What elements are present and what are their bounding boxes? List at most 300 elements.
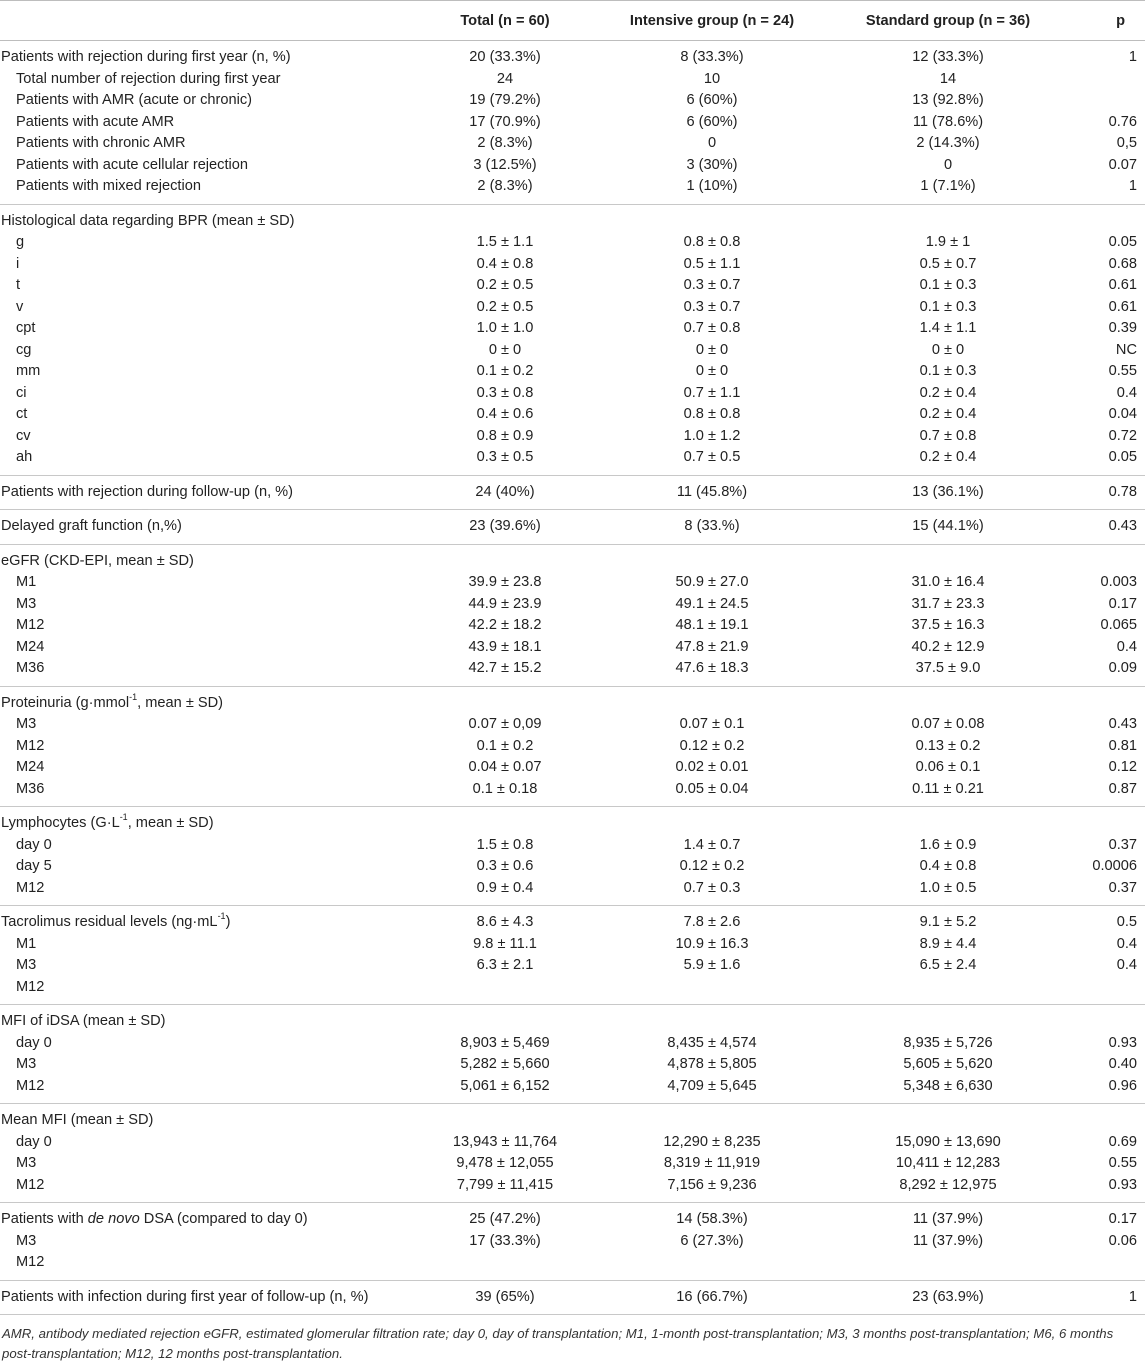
row-label	[0, 90, 402, 112]
row-label	[0, 878, 402, 906]
row-label-superscript: -1	[119, 812, 128, 823]
row-label	[0, 275, 402, 297]
row-label-text: M3	[16, 595, 37, 612]
p-value-cell: 0.93	[1108, 1176, 1137, 1193]
row-label	[0, 544, 402, 572]
standard-cell: 0.11 ± 0.21	[912, 780, 984, 797]
table-row	[0, 204, 1145, 232]
standard-cell: 1.6 ± 0.9	[919, 836, 977, 853]
total-cell: 17 (70.9%)	[469, 113, 541, 130]
table-row	[0, 133, 1145, 155]
header-total-column: Total (n = 60)	[402, 1, 608, 41]
row-label-superscript: -1	[217, 911, 226, 922]
p-value-cell: 0.78	[1080, 475, 1145, 510]
standard-cell: 14	[939, 70, 957, 87]
intensive-cell: 14 (58.3%)	[608, 1203, 816, 1231]
row-label	[0, 686, 402, 714]
row-label	[0, 906, 402, 934]
row-label-text: Mean MFI (mean ± SD)	[1, 1112, 154, 1128]
p-value-cell: 0.43	[1080, 510, 1145, 545]
total-cell: 2 (8.3%)	[477, 135, 533, 151]
p-value-cell: 0.37	[1108, 879, 1137, 896]
intensive-cell: 8 (33.3%)	[608, 41, 816, 69]
row-label	[0, 779, 402, 807]
p-value-cell	[1080, 807, 1145, 835]
header-standard-column: Standard group (n = 36)	[816, 1, 1080, 41]
standard-cell	[816, 1005, 1080, 1033]
table-row	[0, 69, 1145, 91]
row-label	[0, 155, 402, 177]
table-row	[0, 510, 1145, 545]
table-row	[0, 475, 1145, 510]
table-row	[0, 112, 1145, 134]
intensive-cell: 5.9 ± 1.6	[683, 957, 741, 973]
total-cell: 39.9 ± 23.8	[468, 574, 542, 590]
standard-cell: 11 (37.9%)	[816, 1203, 1080, 1231]
row-label	[0, 1203, 402, 1231]
row-label-text: Patients with rejection during follow-up (n, %)	[1, 483, 294, 500]
row-label	[0, 594, 402, 616]
intensive-cell: 50.9 ± 27.0	[675, 574, 749, 590]
table-row	[0, 1153, 1145, 1175]
table-row	[0, 835, 1145, 857]
row-label	[0, 757, 402, 779]
p-value-cell: 0.4	[1116, 957, 1137, 973]
row-label-text: M3	[16, 716, 37, 732]
total-cell: 0 ± 0	[488, 341, 522, 358]
p-value-cell: 0.61	[1108, 277, 1137, 293]
table-row	[0, 906, 1145, 934]
standard-cell	[816, 686, 1080, 714]
p-value-cell: 0.09	[1108, 660, 1137, 676]
row-label-text: M36	[16, 660, 45, 676]
p-value-cell: 0.87	[1108, 780, 1137, 797]
total-cell: 44.9 ± 23.9	[468, 595, 542, 612]
table-row	[0, 977, 1145, 1005]
row-label	[0, 615, 402, 637]
row-label-text: eGFR (CKD-EPI, mean ± SD)	[1, 552, 194, 569]
intensive-cell: 12,290 ± 8,235	[663, 1133, 761, 1150]
intensive-cell	[608, 977, 816, 1005]
intensive-cell: 10	[703, 70, 721, 87]
p-value-cell: 0.72	[1108, 427, 1137, 444]
p-value-cell: 0.05	[1108, 449, 1137, 465]
total-cell: 13,943 ± 11,764	[452, 1133, 558, 1150]
standard-cell: 5,605 ± 5,620	[903, 1056, 993, 1072]
standard-cell	[816, 204, 1080, 232]
standard-cell	[816, 1104, 1080, 1132]
total-cell: 3 (12.5%)	[473, 156, 537, 173]
intensive-cell: 47.8 ± 21.9	[675, 638, 749, 655]
row-label	[0, 254, 402, 276]
p-value-cell: 0.40	[1108, 1056, 1137, 1072]
table-row	[0, 1203, 1145, 1231]
standard-cell: 0.1 ± 0.3	[919, 363, 977, 379]
row-label-text: Patients with	[1, 1211, 88, 1227]
row-label-text: day 5	[16, 858, 52, 874]
standard-cell: 37.5 ± 9.0	[915, 660, 981, 676]
table-row	[0, 714, 1145, 736]
intensive-cell: 47.6 ± 18.3	[675, 660, 749, 676]
p-value-cell: 0.81	[1108, 737, 1137, 754]
row-label-text: Patients with chronic AMR	[16, 135, 186, 151]
standard-cell: 23 (63.9%)	[816, 1280, 1080, 1315]
intensive-cell: 0.8 ± 0.8	[683, 406, 741, 422]
intensive-cell	[608, 544, 816, 572]
row-label-text: day 0	[16, 1133, 52, 1150]
p-value-cell: 0.43	[1108, 716, 1137, 732]
row-label-text: M12	[16, 617, 45, 633]
row-label	[0, 955, 402, 977]
total-cell: 39 (65%)	[402, 1280, 608, 1315]
row-label	[0, 1252, 402, 1280]
p-value-cell: 0.55	[1108, 363, 1137, 379]
p-value-cell: 0.12	[1108, 759, 1137, 775]
table-row	[0, 637, 1145, 659]
standard-cell: 31.0 ± 16.4	[911, 574, 985, 590]
total-cell: 0.3 ± 0.8	[476, 384, 534, 401]
table-row	[0, 426, 1145, 448]
intensive-cell: 49.1 ± 24.5	[675, 595, 749, 612]
row-label	[0, 404, 402, 426]
row-label	[0, 340, 402, 362]
table-row	[0, 807, 1145, 835]
p-value-cell: 0.68	[1108, 255, 1137, 272]
p-value-cell: 0.5	[1080, 906, 1145, 934]
standard-cell: 37.5 ± 16.3	[911, 617, 985, 633]
p-value-cell: 0.4	[1116, 384, 1137, 401]
p-value-cell: 0.76	[1108, 113, 1137, 130]
table-row	[0, 544, 1145, 572]
intensive-cell: 0	[707, 135, 717, 151]
total-cell: 0.1 ± 0.2	[476, 737, 534, 754]
row-label-text: M36	[16, 780, 45, 797]
row-label-text: Patients with mixed rejection	[16, 178, 201, 194]
intensive-cell: 8 (33.%)	[608, 510, 816, 545]
total-cell: 0.2 ± 0.5	[476, 298, 534, 315]
p-value-cell	[1080, 69, 1145, 91]
row-label	[0, 1231, 402, 1253]
row-label-text: cpt	[16, 320, 36, 336]
row-label-text: g	[16, 234, 25, 250]
standard-cell: 0.2 ± 0.4	[919, 449, 977, 465]
p-value-cell: 0.39	[1108, 320, 1137, 336]
total-cell	[402, 1104, 608, 1132]
p-value-cell: 1	[1080, 1280, 1145, 1315]
intensive-cell: 0.8 ± 0.8	[683, 234, 741, 250]
intensive-cell: 7,156 ± 9,236	[667, 1176, 757, 1193]
row-label	[0, 658, 402, 686]
total-cell: 0.3 ± 0.6	[476, 858, 534, 874]
table-row	[0, 232, 1145, 254]
row-label-text: M24	[16, 638, 45, 655]
standard-cell: 5,348 ± 6,630	[903, 1077, 993, 1094]
p-value-cell	[1080, 1005, 1145, 1033]
row-label-text: M3	[16, 1056, 37, 1072]
row-label	[0, 1132, 402, 1154]
row-label-text: ci	[16, 384, 27, 401]
standard-cell: 0	[943, 156, 953, 173]
row-label-text: Patients with AMR (acute or chronic)	[16, 92, 253, 108]
row-label	[0, 176, 402, 204]
standard-cell: 0.13 ± 0.2	[915, 737, 981, 754]
standard-cell: 0.1 ± 0.3	[919, 277, 977, 293]
header-row	[0, 1, 1145, 41]
total-cell	[402, 204, 608, 232]
row-label	[0, 1153, 402, 1175]
total-cell: 5,061 ± 6,152	[460, 1077, 550, 1094]
total-cell: 0.07 ± 0,09	[468, 716, 542, 732]
table-row	[0, 1005, 1145, 1033]
table-row	[0, 934, 1145, 956]
total-cell: 0.4 ± 0.6	[476, 406, 534, 422]
table-row	[0, 779, 1145, 807]
p-value-cell: NC	[1115, 341, 1137, 358]
table-row	[0, 1280, 1145, 1315]
total-cell: 8.6 ± 4.3	[402, 906, 608, 934]
total-cell	[402, 1005, 608, 1033]
row-label-superscript: -1	[129, 691, 138, 702]
intensive-cell: 10.9 ± 16.3	[675, 935, 749, 952]
p-value-cell: 0.4	[1116, 638, 1137, 655]
intensive-cell: 0 ± 0	[695, 341, 729, 358]
row-label-text: v	[16, 298, 24, 315]
table-row	[0, 447, 1145, 475]
table-row	[0, 878, 1145, 906]
total-cell: 1.5 ± 0.8	[476, 836, 534, 853]
table-row	[0, 1132, 1145, 1154]
total-cell: 17 (33.3%)	[469, 1232, 541, 1249]
row-label	[0, 1005, 402, 1033]
standard-cell: 1 (7.1%)	[920, 178, 976, 194]
row-label	[0, 1175, 402, 1203]
intensive-cell	[608, 807, 816, 835]
row-label-text: day 0	[16, 836, 52, 853]
row-label-text: M12	[16, 1176, 45, 1193]
intensive-cell: 8,435 ± 4,574	[667, 1034, 757, 1051]
row-label	[0, 1104, 402, 1132]
row-label-text: Lymphocytes (G·L	[1, 815, 120, 831]
row-label-text: cg	[16, 341, 32, 358]
table-row	[0, 686, 1145, 714]
total-cell: 42.7 ± 15.2	[468, 660, 542, 676]
standard-cell: 0.5 ± 0.7	[919, 255, 977, 272]
p-value-cell: 0.55	[1108, 1155, 1137, 1171]
intensive-cell: 0.3 ± 0.7	[683, 298, 741, 315]
standard-cell: 1.9 ± 1	[925, 234, 971, 250]
p-value-cell	[1080, 977, 1145, 1005]
table-row	[0, 615, 1145, 637]
total-cell: 0.2 ± 0.5	[476, 277, 534, 293]
p-value-cell: 0.003	[1100, 574, 1137, 590]
table-row	[0, 1175, 1145, 1203]
p-value-cell: 1	[1080, 41, 1145, 69]
row-label-text: i	[16, 255, 20, 272]
standard-cell: 0.06 ± 0.1	[915, 759, 981, 775]
p-value-cell: 0.04	[1108, 406, 1137, 422]
total-cell: 0.04 ± 0.07	[468, 759, 542, 775]
row-label-text: cv	[16, 427, 31, 444]
row-label-tail: , mean ± SD)	[137, 694, 224, 711]
total-cell: 1.5 ± 1.1	[476, 234, 534, 250]
table-body	[0, 41, 1145, 1315]
intensive-cell: 0.12 ± 0.2	[679, 737, 745, 754]
total-cell	[402, 686, 608, 714]
intensive-cell	[608, 1252, 816, 1280]
table-row	[0, 155, 1145, 177]
intensive-cell: 4,709 ± 5,645	[667, 1077, 757, 1094]
standard-cell: 11 (78.6%)	[912, 113, 984, 130]
row-label	[0, 318, 402, 340]
standard-cell: 12 (33.3%)	[816, 41, 1080, 69]
intensive-cell: 0.7 ± 0.8	[683, 320, 741, 336]
standard-cell: 8.9 ± 4.4	[919, 935, 977, 952]
row-label	[0, 807, 402, 835]
row-label	[0, 475, 402, 510]
total-cell: 24 (40%)	[402, 475, 608, 510]
intensive-cell: 0.05 ± 0.04	[675, 780, 749, 797]
row-label-text: Tacrolimus residual levels (ng·mL	[1, 914, 218, 930]
p-value-cell	[1080, 686, 1145, 714]
row-label-tail: , mean ± SD)	[127, 815, 214, 831]
total-cell: 7,799 ± 11,415	[456, 1176, 554, 1193]
intensive-cell	[608, 686, 816, 714]
table-row	[0, 658, 1145, 686]
p-value-cell	[1080, 1104, 1145, 1132]
row-label-text: mm	[16, 363, 41, 379]
p-value-cell: 0.0006	[1092, 858, 1137, 874]
row-label-text: M12	[16, 1254, 45, 1270]
standard-cell: 0.4 ± 0.8	[919, 858, 977, 874]
table-row	[0, 275, 1145, 297]
row-label	[0, 637, 402, 659]
standard-cell: 8,935 ± 5,726	[903, 1034, 993, 1051]
intensive-cell: 0.7 ± 1.1	[683, 384, 741, 401]
row-label-text: day 0	[16, 1034, 52, 1051]
standard-cell: 0.2 ± 0.4	[919, 384, 977, 401]
table-row	[0, 572, 1145, 594]
total-cell: 0.3 ± 0.5	[476, 449, 534, 465]
row-label-text: Patients with infection during first year of follow-up (n, %)	[1, 1288, 369, 1305]
total-cell: 24	[496, 70, 514, 87]
table-row	[0, 340, 1145, 362]
total-cell: 5,282 ± 5,660	[460, 1056, 550, 1072]
header-label-column	[0, 1, 402, 41]
row-label	[0, 204, 402, 232]
total-cell: 9,478 ± 12,055	[456, 1155, 554, 1171]
row-label-text: Patients with rejection during first year (n, %)	[1, 49, 291, 65]
total-cell	[402, 544, 608, 572]
row-label	[0, 447, 402, 475]
row-label	[0, 1280, 402, 1315]
standard-cell: 31.7 ± 23.3	[911, 595, 985, 612]
table-row	[0, 1252, 1145, 1280]
row-label-tail: DSA (compared to day 0)	[139, 1211, 308, 1227]
table-row	[0, 90, 1145, 112]
row-label-text: M3	[16, 1232, 37, 1249]
row-label	[0, 112, 402, 134]
total-cell: 23 (39.6%)	[402, 510, 608, 545]
intensive-cell: 1.4 ± 0.7	[683, 836, 741, 853]
standard-cell: 0.1 ± 0.3	[919, 298, 977, 315]
row-label-text: Proteinuria (g·mmol	[1, 694, 130, 711]
header-p-column: p	[1080, 1, 1145, 41]
standard-cell: 9.1 ± 5.2	[816, 906, 1080, 934]
row-label	[0, 856, 402, 878]
row-label-text: Histological data regarding BPR (mean ± SD)	[1, 212, 295, 229]
standard-cell: 8,292 ± 12,975	[899, 1176, 997, 1193]
row-label	[0, 361, 402, 383]
row-label	[0, 572, 402, 594]
standard-cell	[816, 977, 1080, 1005]
total-cell	[402, 1252, 608, 1280]
intensive-cell	[608, 204, 816, 232]
p-value-cell: 0.96	[1108, 1077, 1137, 1094]
row-label	[0, 1076, 402, 1104]
p-value-cell: 0.17	[1080, 1203, 1145, 1231]
p-value-cell	[1080, 204, 1145, 232]
row-label-emphasis: de novo	[87, 1211, 140, 1227]
row-label	[0, 736, 402, 758]
total-cell: 43.9 ± 18.1	[468, 638, 542, 655]
row-label-text: t	[16, 277, 21, 293]
row-label-text: M12	[16, 879, 45, 896]
p-value-cell: 0.4	[1116, 935, 1137, 952]
intensive-cell: 6 (60%)	[686, 92, 738, 108]
total-cell: 6.3 ± 2.1	[476, 957, 534, 973]
row-label	[0, 1054, 402, 1076]
row-label-text: MFI of iDSA (mean ± SD)	[1, 1013, 166, 1029]
table-row	[0, 1104, 1145, 1132]
total-cell: 9.8 ± 11.1	[473, 935, 537, 952]
standard-cell	[816, 544, 1080, 572]
table-row	[0, 856, 1145, 878]
p-value-cell: 0.69	[1108, 1133, 1137, 1150]
standard-cell: 15 (44.1%)	[816, 510, 1080, 545]
intensive-cell: 48.1 ± 19.1	[675, 617, 749, 633]
row-label	[0, 835, 402, 857]
row-label	[0, 714, 402, 736]
table-row	[0, 736, 1145, 758]
standard-cell: 6.5 ± 2.4	[919, 957, 977, 973]
table-row	[0, 361, 1145, 383]
row-label-text: Total number of rejection during first year	[16, 70, 281, 87]
p-value-cell: 0.05	[1108, 234, 1137, 250]
row-label	[0, 510, 402, 545]
intensive-cell: 11 (45.8%)	[608, 475, 816, 510]
standard-cell: 10,411 ± 12,283	[895, 1155, 1001, 1171]
row-label-text: M1	[16, 935, 37, 952]
total-cell: 20 (33.3%)	[402, 41, 608, 69]
intensive-cell: 4,878 ± 5,805	[667, 1056, 757, 1072]
standard-cell: 40.2 ± 12.9	[911, 638, 985, 655]
standard-cell	[816, 1252, 1080, 1280]
table-header	[0, 1, 1145, 41]
row-label-text: M24	[16, 759, 45, 775]
table-footnote: AMR, antibody mediated rejection eGFR, estimated glomerular filtration rate; day 0, day of transplantation; M1, 1-month post-transplantation; M3, 3 months post-transplantation; M6, 6 months post-transplantation; M12, 12 months post-transplantation.	[2, 1326, 1114, 1361]
row-label	[0, 232, 402, 254]
row-label	[0, 934, 402, 956]
row-label	[0, 977, 402, 1005]
header-intensive-column: Intensive group (n = 24)	[608, 1, 816, 41]
p-value-cell: 0.37	[1108, 836, 1137, 853]
standard-cell: 1.0 ± 0.5	[919, 879, 977, 896]
intensive-cell: 0.7 ± 0.5	[683, 449, 741, 465]
row-label-text: Patients with acute AMR	[16, 113, 175, 130]
row-label-text: Patients with acute cellular rejection	[16, 156, 248, 173]
p-value-cell: 0.17	[1108, 595, 1137, 612]
intensive-cell: 1.0 ± 1.2	[683, 427, 741, 444]
